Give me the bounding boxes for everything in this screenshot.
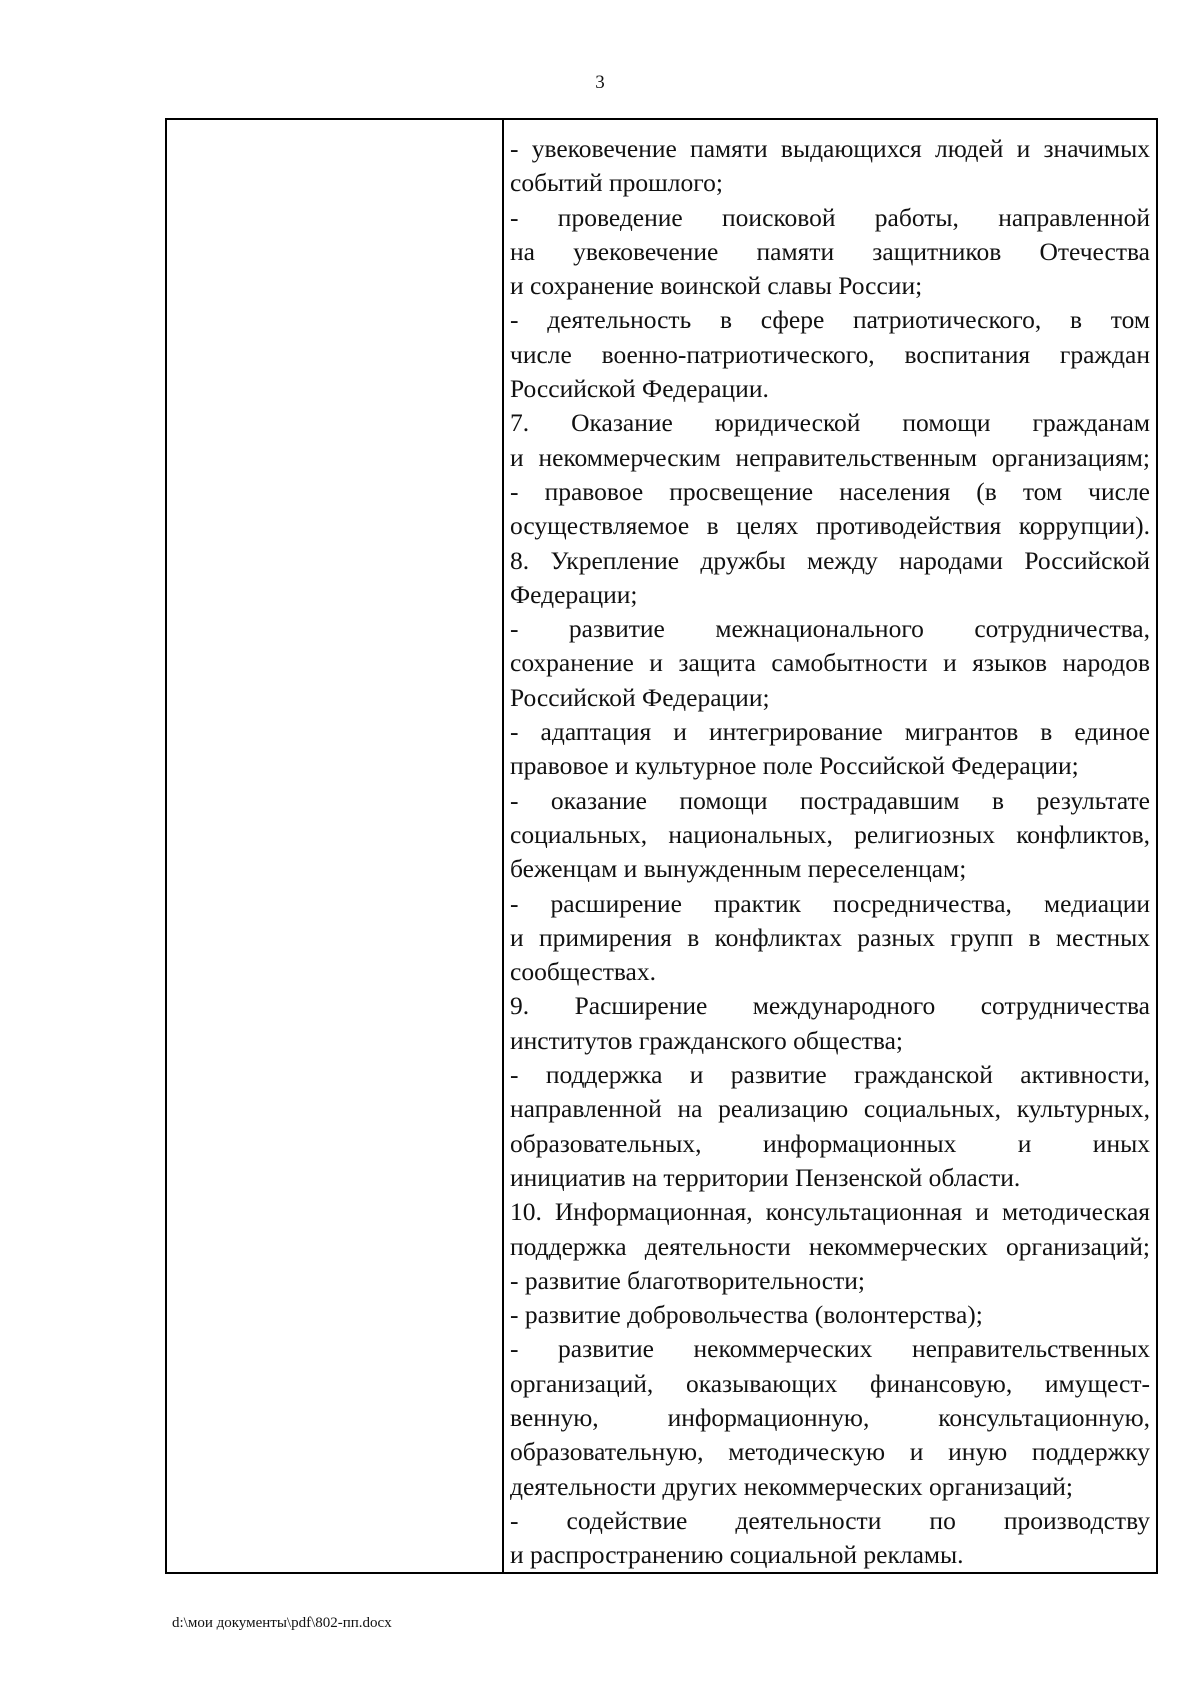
text-line: Федерации;: [510, 579, 638, 609]
text-line: - проведение поисковой работы, направленной: [510, 202, 1150, 232]
text-line: 10. Информационная, консультационная и методическая: [510, 1197, 1150, 1227]
text-line: - развитие некоммерческих неправительственных: [510, 1334, 1150, 1364]
text-line: правовое и культурное поле Российской Федерации;: [510, 751, 1079, 781]
text-line: сообществах.: [510, 957, 656, 987]
text-line: и распространению социальной рекламы.: [510, 1540, 964, 1570]
text-line: сохранение и защита самобытности и языков народов: [510, 648, 1150, 678]
text-line: и примирения в конфликтах разных групп в местных: [510, 922, 1150, 952]
text-line: поддержка деятельности некоммерческих организаций;: [510, 1231, 1150, 1261]
text-line: - правовое просвещение населения (в том числе: [510, 476, 1150, 506]
text-line: - расширение практик посредничества, медиации: [510, 888, 1150, 918]
text-line: 9. Расширение международного сотрудничества: [510, 991, 1150, 1021]
text-line: - адаптация и интегрирование мигрантов в единое: [510, 717, 1150, 747]
text-line: - развитие благотворительности;: [510, 1265, 865, 1295]
text-line: и сохранение воинской славы России;: [510, 271, 923, 301]
text-line: инициатив на территории Пензенской области.: [510, 1162, 1021, 1192]
text-line: осуществляемое в целях противодействия коррупции).: [510, 511, 1150, 541]
table-column-divider: [502, 120, 504, 1572]
text-line: - поддержка и развитие гражданской активности,: [510, 1060, 1150, 1090]
text-line: венную, информационную, консультационную,: [510, 1402, 1150, 1432]
text-line: беженцам и вынужденным переселенцам;: [510, 854, 967, 884]
text-line: деятельности других некоммерческих организаций;: [510, 1471, 1073, 1501]
text-line: - содействие деятельности по производству: [510, 1505, 1150, 1535]
text-line: и некоммерческим неправительственным организациям;: [510, 442, 1150, 472]
text-line: - оказание помощи пострадавшим в результате: [510, 785, 1150, 815]
text-line: 8. Укрепление дружбы между народами Российской: [510, 545, 1150, 575]
text-line: организаций, оказывающих финансовую, имущест-: [510, 1368, 1150, 1398]
text-line: - развитие межнационального сотрудничества,: [510, 614, 1150, 644]
content-table: [165, 118, 1158, 1574]
text-line: образовательную, методическую и иную поддержку: [510, 1437, 1150, 1467]
text-line: направленной на реализацию социальных, культурных,: [510, 1094, 1150, 1124]
text-line: числе военно-патриотического, воспитания граждан: [510, 339, 1150, 369]
text-line: социальных, национальных, религиозных конфликтов,: [510, 819, 1150, 849]
page-number: 3: [595, 72, 605, 93]
text-line: Российской Федерации;: [510, 682, 770, 712]
text-line: - увековечение памяти выдающихся людей и значимых: [510, 134, 1150, 163]
text-line: образовательных, информационных и иных: [510, 1128, 1150, 1158]
text-line: институтов гражданского общества;: [510, 1025, 904, 1055]
text-line: - деятельность в сфере патриотического, в том: [510, 305, 1150, 335]
text-line: - развитие добровольчества (волонтерства);: [510, 1300, 983, 1330]
text-line: 7. Оказание юридической помощи гражданам: [510, 408, 1150, 438]
table-cell-right: [510, 132, 1150, 1572]
footer-file-path: d:\мои документы\pdf\802-пп.docx: [172, 1615, 392, 1631]
text-line: на увековечение памяти защитников Отечества: [510, 236, 1150, 266]
text-line: Российской Федерации.: [510, 374, 769, 404]
text-line: событий прошлого;: [510, 168, 723, 198]
